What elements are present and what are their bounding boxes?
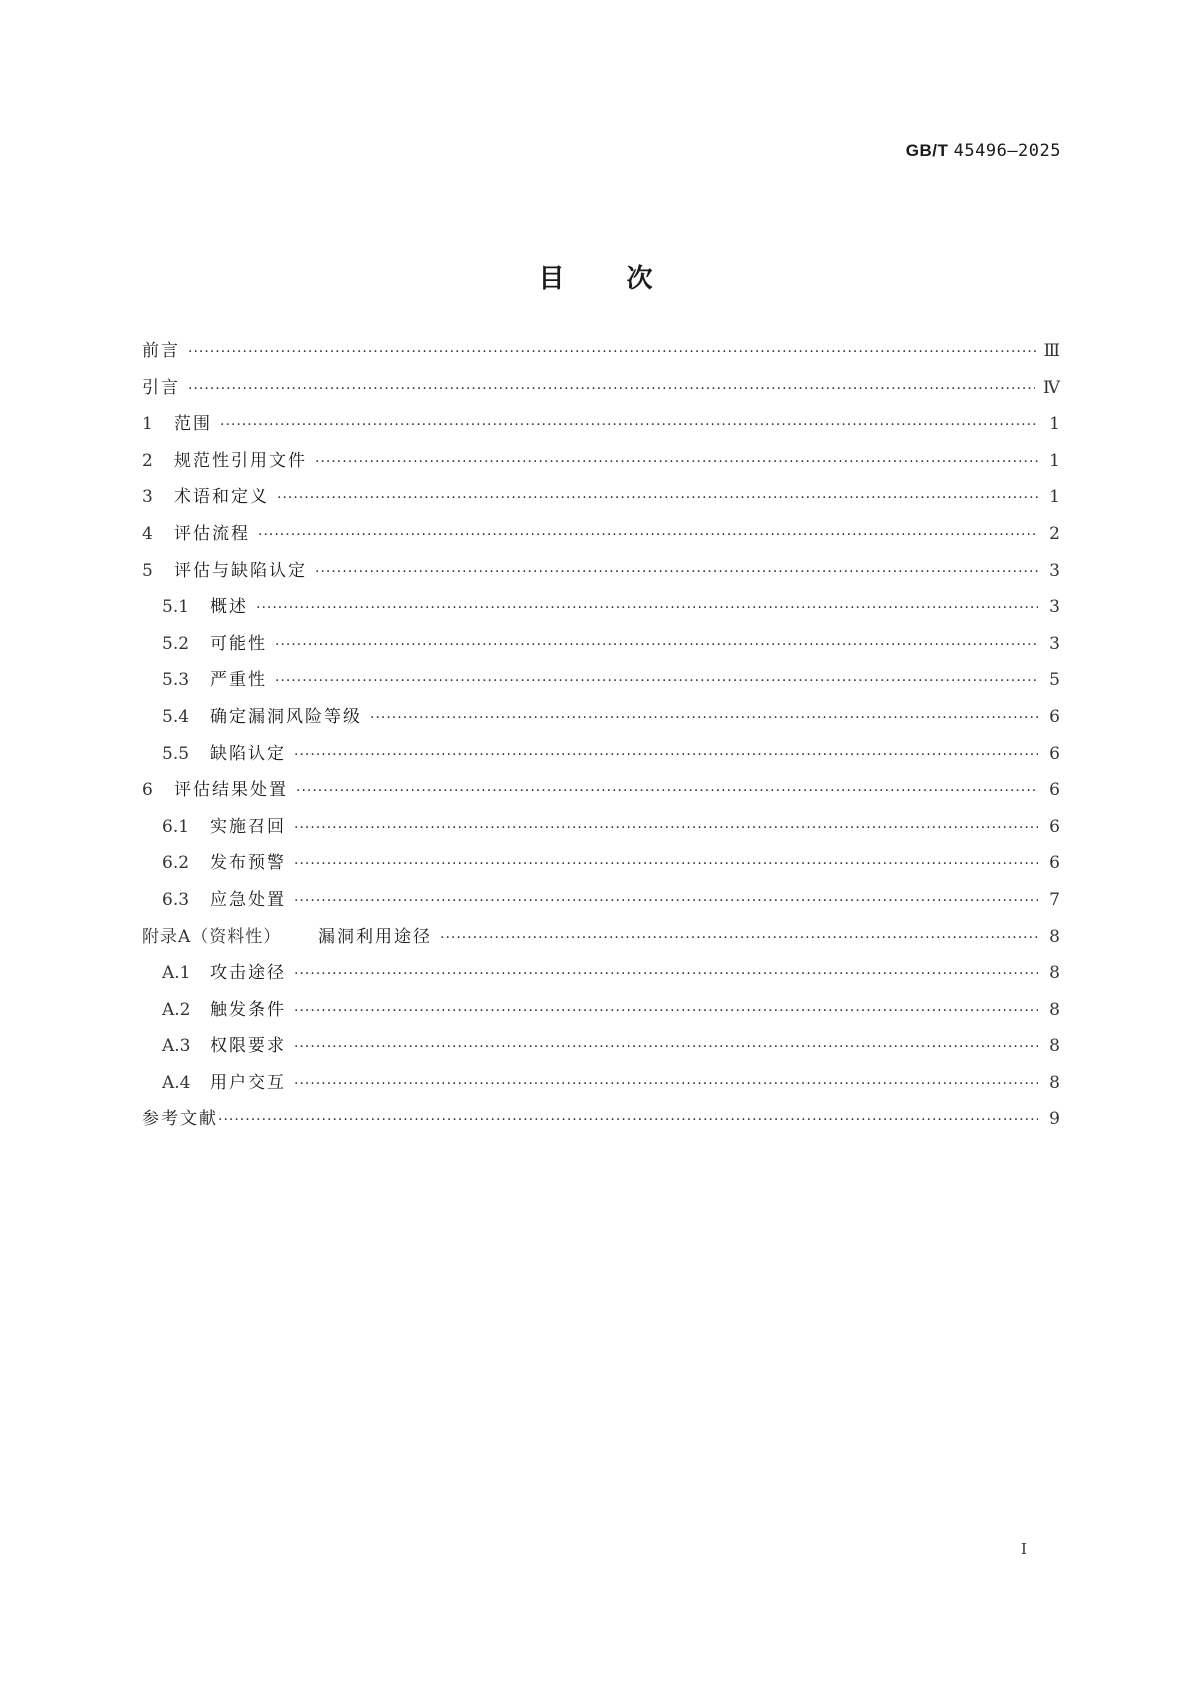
- toc-entry-number: A.2: [162, 999, 191, 1020]
- toc-entry-number: 5.4: [162, 706, 190, 727]
- toc-entry-title: 参考文献: [142, 1109, 218, 1130]
- toc-dot-leader: [315, 452, 1038, 472]
- toc-entry-6-1[interactable]: [142, 817, 1060, 854]
- toc-entry-6[interactable]: [142, 780, 1060, 817]
- toc-entry-page: Ⅲ: [1043, 341, 1060, 361]
- toc-dot-leader: [258, 525, 1038, 545]
- toc-entry-6-3[interactable]: [142, 890, 1060, 927]
- toc-entry-page: 8: [1049, 963, 1060, 984]
- toc-dot-leader: [188, 342, 1036, 362]
- toc-entry-title: 评估流程: [174, 523, 250, 544]
- toc-entry-number: 附录A（资料性）: [142, 926, 282, 947]
- toc-dot-leader: [275, 635, 1038, 655]
- standard-code: 45496—2025: [953, 141, 1061, 161]
- toc-entry-page: 1: [1049, 487, 1060, 508]
- toc-entry-a-4[interactable]: [142, 1073, 1060, 1110]
- toc-entry-a-3[interactable]: [142, 1036, 1060, 1073]
- toc-entry-number: 6.1: [162, 816, 190, 837]
- toc-entry-title: 引言: [142, 377, 180, 398]
- toc-entry-number: A.4: [162, 1072, 191, 1093]
- toc-entry-title: 应急处置: [210, 889, 286, 910]
- toc-entry-page: 8: [1049, 1072, 1060, 1093]
- toc-entry-title: 评估结果处置: [174, 780, 288, 801]
- toc-entry-title: 评估与缺陷认定: [174, 560, 307, 581]
- toc-entry-page: 3: [1049, 597, 1060, 618]
- toc-dot-leader: [188, 379, 1035, 399]
- table-of-contents: [142, 341, 1060, 1146]
- toc-entry-5[interactable]: [142, 561, 1060, 598]
- toc-entry-title: 前言: [142, 341, 180, 361]
- toc-entry-page: 8: [1049, 926, 1060, 947]
- toc-entry-title: 范围: [174, 414, 212, 435]
- toc-entry-number: 4: [142, 523, 153, 544]
- toc-entry-page: 6: [1049, 816, 1060, 837]
- toc-entry-5-4[interactable]: [142, 707, 1060, 744]
- toc-entry-page: 6: [1049, 780, 1060, 801]
- page-title: 目次: [538, 264, 715, 295]
- toc-entry-title: 确定漏洞风险等级: [210, 706, 362, 727]
- toc-dot-leader: [296, 781, 1038, 801]
- page-number: Ⅰ: [1021, 1540, 1027, 1558]
- toc-entry-5-1[interactable]: [142, 597, 1060, 634]
- toc-entry-page: 9: [1049, 1109, 1060, 1130]
- toc-entry-5-3[interactable]: [142, 670, 1060, 707]
- toc-entry-number: 2: [142, 450, 153, 471]
- toc-entry-number: 1: [142, 414, 153, 435]
- toc-entry-title: 术语和定义: [174, 487, 269, 508]
- toc-entry-page: 8: [1049, 999, 1060, 1020]
- toc-entry-number: 5.3: [162, 670, 190, 691]
- toc-entry-title: 缺陷认定: [210, 743, 286, 764]
- toc-dot-leader: [256, 598, 1038, 618]
- toc-dot-leader: [294, 1074, 1038, 1094]
- toc-entry-5-5[interactable]: [142, 744, 1060, 781]
- toc-dot-leader: [294, 854, 1038, 874]
- toc-entry-title: 漏洞利用途径: [318, 926, 432, 947]
- toc-entry-foreword[interactable]: [142, 341, 1060, 378]
- toc-entry-page: 3: [1049, 633, 1060, 654]
- toc-entry-title: 可能性: [210, 633, 267, 654]
- toc-entry-introduction[interactable]: [142, 378, 1060, 415]
- toc-entry-title: 概述: [210, 597, 248, 618]
- toc-dot-leader: [294, 964, 1038, 984]
- toc-entry-title: 触发条件: [210, 999, 286, 1020]
- toc-entry-page: 1: [1049, 414, 1060, 435]
- toc-entry-number: 5.2: [162, 633, 190, 654]
- toc-dot-leader: [218, 1110, 1038, 1130]
- toc-dot-leader: [294, 1001, 1038, 1021]
- toc-entry-title: 实施召回: [210, 816, 286, 837]
- toc-entry-5-2[interactable]: [142, 634, 1060, 671]
- toc-entry-title: 用户交互: [210, 1072, 286, 1093]
- toc-entry-page: 3: [1049, 560, 1060, 581]
- toc-entry-6-2[interactable]: [142, 853, 1060, 890]
- toc-entry-number: A.1: [162, 963, 191, 984]
- toc-entry-page: 7: [1049, 889, 1060, 910]
- toc-entry-title: 规范性引用文件: [174, 450, 307, 471]
- toc-entry-page: 6: [1049, 706, 1060, 727]
- toc-dot-leader: [294, 745, 1038, 765]
- toc-dot-leader: [275, 671, 1038, 691]
- toc-entry-a-1[interactable]: [142, 963, 1060, 1000]
- toc-entry-number: 5.1: [162, 597, 190, 618]
- toc-entry-number: 6: [142, 780, 153, 801]
- toc-entry-4[interactable]: [142, 524, 1060, 561]
- toc-entry-page: 5: [1049, 670, 1060, 691]
- toc-entry-number: 5.5: [162, 743, 190, 764]
- toc-entry-page: 2: [1049, 523, 1060, 544]
- toc-entry-page: 8: [1049, 1036, 1060, 1057]
- toc-dot-leader: [220, 415, 1038, 435]
- toc-entry-page: 6: [1049, 743, 1060, 764]
- toc-entry-appendix-a[interactable]: [142, 927, 1060, 964]
- toc-dot-leader: [294, 891, 1038, 911]
- toc-entry-number: 6.2: [162, 853, 190, 874]
- toc-entry-page: Ⅳ: [1043, 377, 1060, 398]
- toc-entry-1[interactable]: [142, 414, 1060, 451]
- toc-entry-title: 攻击途径: [210, 963, 286, 984]
- toc-dot-leader: [440, 928, 1038, 948]
- toc-entry-title: 权限要求: [210, 1036, 286, 1057]
- toc-dot-leader: [294, 1037, 1038, 1057]
- toc-entry-a-2[interactable]: [142, 1000, 1060, 1037]
- toc-entry-3[interactable]: [142, 487, 1060, 524]
- toc-entry-title: 发布预警: [210, 853, 286, 874]
- toc-dot-leader: [277, 488, 1038, 508]
- toc-entry-bibliography[interactable]: [142, 1109, 1060, 1146]
- toc-entry-number: A.3: [162, 1036, 191, 1057]
- standard-number: [906, 141, 1061, 161]
- toc-entry-page: 1: [1049, 450, 1060, 471]
- toc-entry-number: 6.3: [162, 889, 190, 910]
- toc-entry-title: 严重性: [210, 670, 267, 691]
- toc-dot-leader: [370, 708, 1038, 728]
- toc-entry-number: 3: [142, 487, 153, 508]
- toc-dot-leader: [294, 818, 1038, 838]
- toc-entry-number: 5: [142, 560, 153, 581]
- standard-prefix: GB/T: [905, 141, 949, 160]
- toc-entry-page: 6: [1049, 853, 1060, 874]
- toc-entry-2[interactable]: [142, 451, 1060, 488]
- toc-dot-leader: [315, 562, 1038, 582]
